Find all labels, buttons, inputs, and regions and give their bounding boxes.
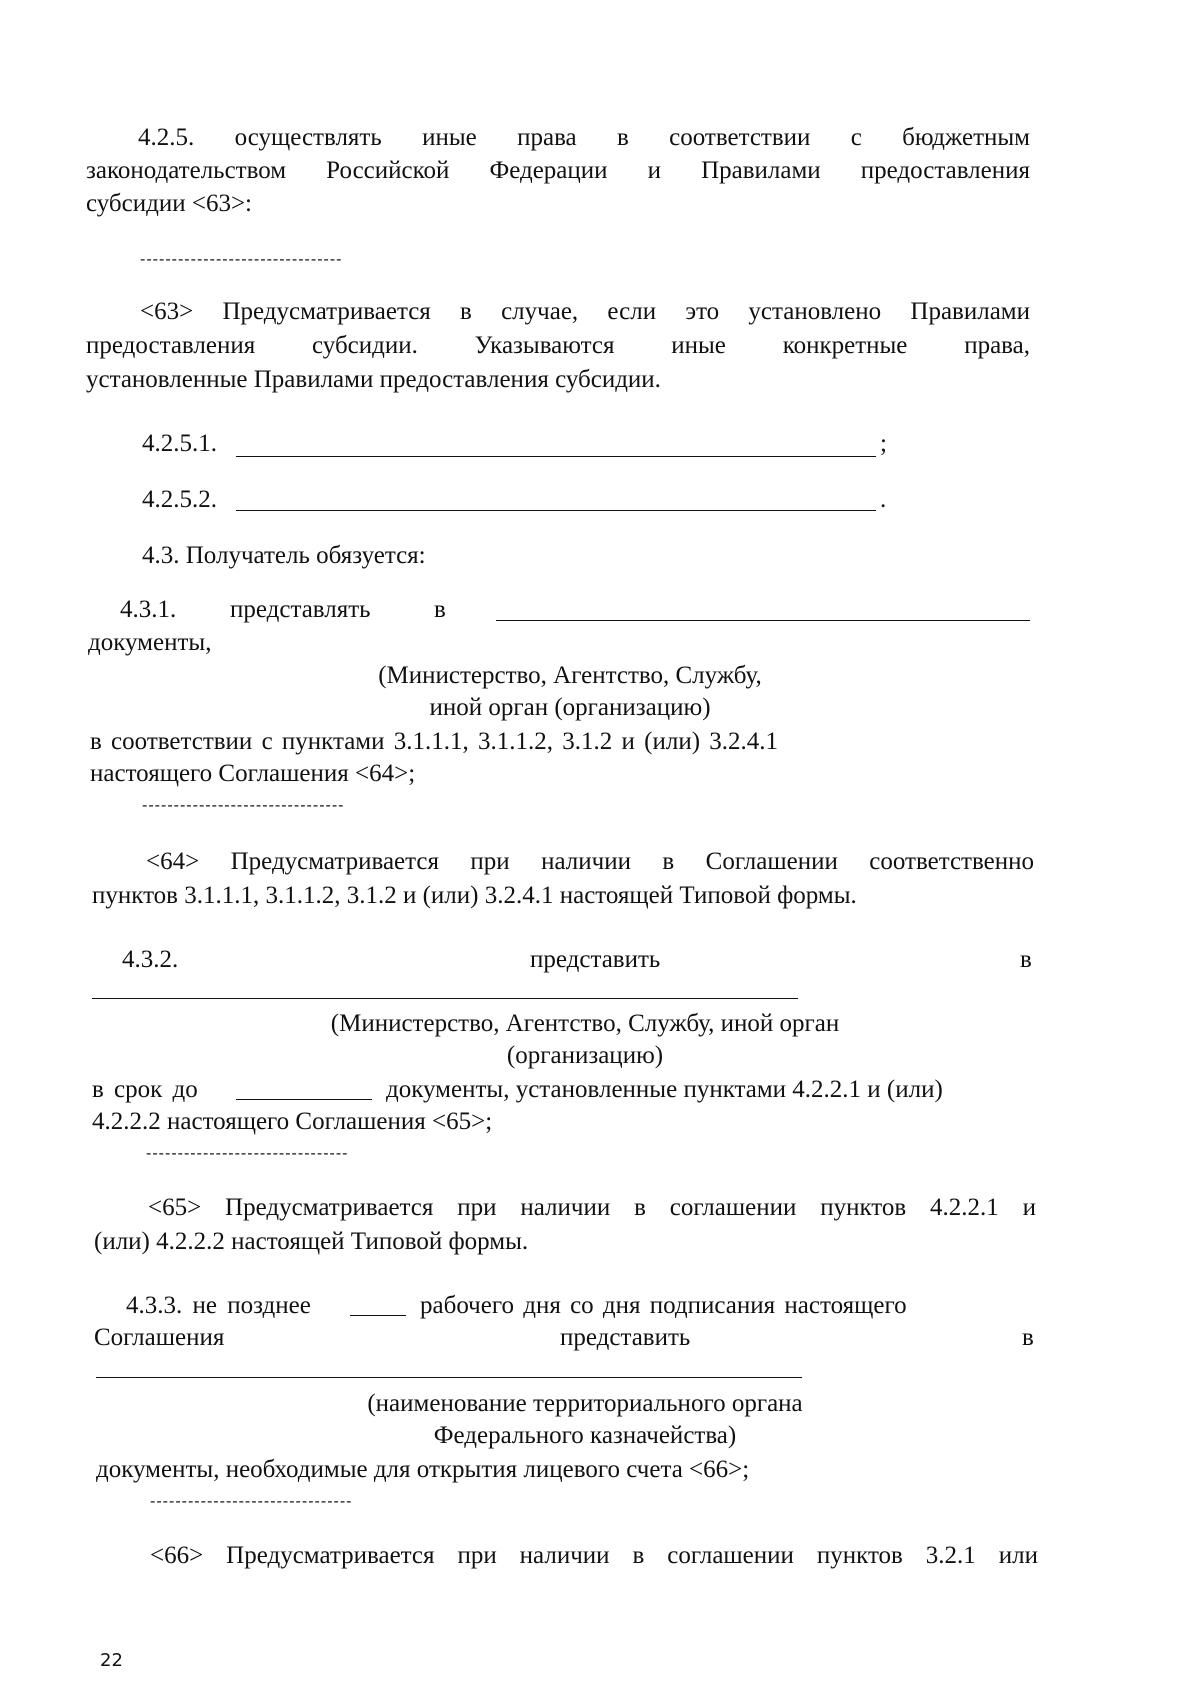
- clause-4-3-1-number: 4.3.1.: [120, 596, 177, 623]
- clause-4-3-1-hint-2: иной орган (организацию): [429, 694, 711, 721]
- clause-4-3-3-hint-2: Федерального казначейства): [433, 1422, 737, 1449]
- clause-4-3-3-line-1-start: 4.3.3. не позднее: [126, 1292, 311, 1319]
- footnote-65-line-1: <65> Предусматривается при наличии в соглашении пунктов 4.2.2.1 и: [148, 1194, 1036, 1221]
- clause-4-2-5-2-blank[interactable]: [236, 510, 876, 511]
- clause-4-2-5-1-blank[interactable]: [236, 456, 876, 457]
- clause-4-3-2-deadline-blank[interactable]: [236, 1099, 372, 1100]
- clause-4-3-2-number: 4.3.2.: [122, 946, 179, 973]
- footnote-separator: --------------------------------: [146, 1145, 349, 1162]
- footnote-64-line-1: <64> Предусматривается при наличии в Соглашении соответственно: [146, 848, 1034, 875]
- clause-4-2-5-1-end: ;: [880, 430, 887, 457]
- footnote-separator: --------------------------------: [140, 251, 343, 268]
- clause-4-3-2-word-in: в: [1020, 946, 1032, 973]
- footnote-separator: --------------------------------: [150, 1493, 353, 1510]
- clause-4-3-3-line-4: документы, необходимые для открытия лицевого счета <66>;: [96, 1456, 750, 1483]
- clause-4-3-2-line-4: 4.2.2.2 настоящего Соглашения <65>;: [92, 1108, 493, 1135]
- footnote-64-line-2: пунктов 3.1.1.1, 3.1.1.2, 3.1.2 и (или) 3.2.4.1 настоящей Типовой формы.: [92, 882, 857, 909]
- footnote-63-line-3: установленные Правилами предоставления субсидии.: [86, 366, 661, 393]
- clause-4-2-5-2-number: 4.2.5.2.: [142, 486, 217, 513]
- clause-4-3-2-line-3-end: документы, установленные пунктами 4.2.2.1 и (или): [386, 1076, 943, 1103]
- clause-4-2-5-line-2: законодательством Российской Федерации и Правилами предоставления: [86, 157, 1030, 184]
- clause-4-3-3-word-submit: представить: [560, 1324, 691, 1351]
- clause-4-3-3-word-in: в: [1022, 1324, 1034, 1351]
- clause-4-3-2-authority-blank[interactable]: [92, 998, 798, 999]
- clause-4-3-3-line-1-end: рабочего дня со дня подписания настоящего: [420, 1292, 907, 1319]
- clause-4-3-3-hint-1: (наименование территориального органа: [367, 1390, 803, 1417]
- clause-4-3-1-word-submit: представлять: [230, 596, 371, 623]
- clause-4-3-1-line-2: документы,: [88, 629, 212, 656]
- clause-4-2-5-2-end: .: [880, 486, 887, 513]
- clause-4-2-5-line-3: субсидии <63>:: [86, 190, 253, 217]
- clause-4-3-1-word-in: в: [434, 596, 446, 623]
- footnote-65-line-2: (или) 4.2.2.2 настоящей Типовой формы.: [94, 1228, 529, 1255]
- page-number: 22: [100, 1650, 123, 1671]
- clause-4-2-5-line-1: 4.2.5. осуществлять иные права в соответствии с бюджетным: [138, 124, 1030, 151]
- clause-4-3-2-hint-2: (организацию): [506, 1042, 664, 1069]
- clause-4-2-5-1-number: 4.2.5.1.: [142, 430, 217, 457]
- clause-4-3-1-authority-blank[interactable]: [496, 620, 1030, 621]
- clause-4-3-2-hint-1: (Министерство, Агентство, Службу, иной орган: [330, 1010, 840, 1037]
- footnote-66-line-1: <66> Предусматривается при наличии в соглашении пунктов 3.2.1 или: [150, 1542, 1038, 1569]
- footnote-63-line-1: <63> Предусматривается в случае, если это установлено Правилами: [140, 298, 1030, 325]
- clause-4-3-3-word-agreement: Соглашения: [94, 1324, 225, 1351]
- clause-4-3-2-word-submit: представить: [530, 946, 661, 973]
- clause-4-3-1-hint-1: (Министерство, Агентство, Службу,: [378, 662, 762, 689]
- clause-4-3-1-line-3: в соответствии с пунктами 3.1.1.1, 3.1.1.2, 3.1.2 и (или) 3.2.4.1: [90, 728, 779, 755]
- clause-4-3-3-treasury-blank[interactable]: [96, 1377, 802, 1378]
- footnote-separator: --------------------------------: [142, 797, 345, 814]
- footnote-63-line-2: предоставления субсидии. Указываются иные конкретные права,: [86, 332, 1030, 359]
- clause-4-3-2-line-3-start: в срок до: [92, 1076, 198, 1103]
- clause-4-3-heading: 4.3. Получатель обязуется:: [142, 542, 426, 569]
- clause-4-3-3-days-blank[interactable]: [350, 1315, 406, 1316]
- clause-4-3-1-line-4: настоящего Соглашения <64>;: [90, 760, 416, 787]
